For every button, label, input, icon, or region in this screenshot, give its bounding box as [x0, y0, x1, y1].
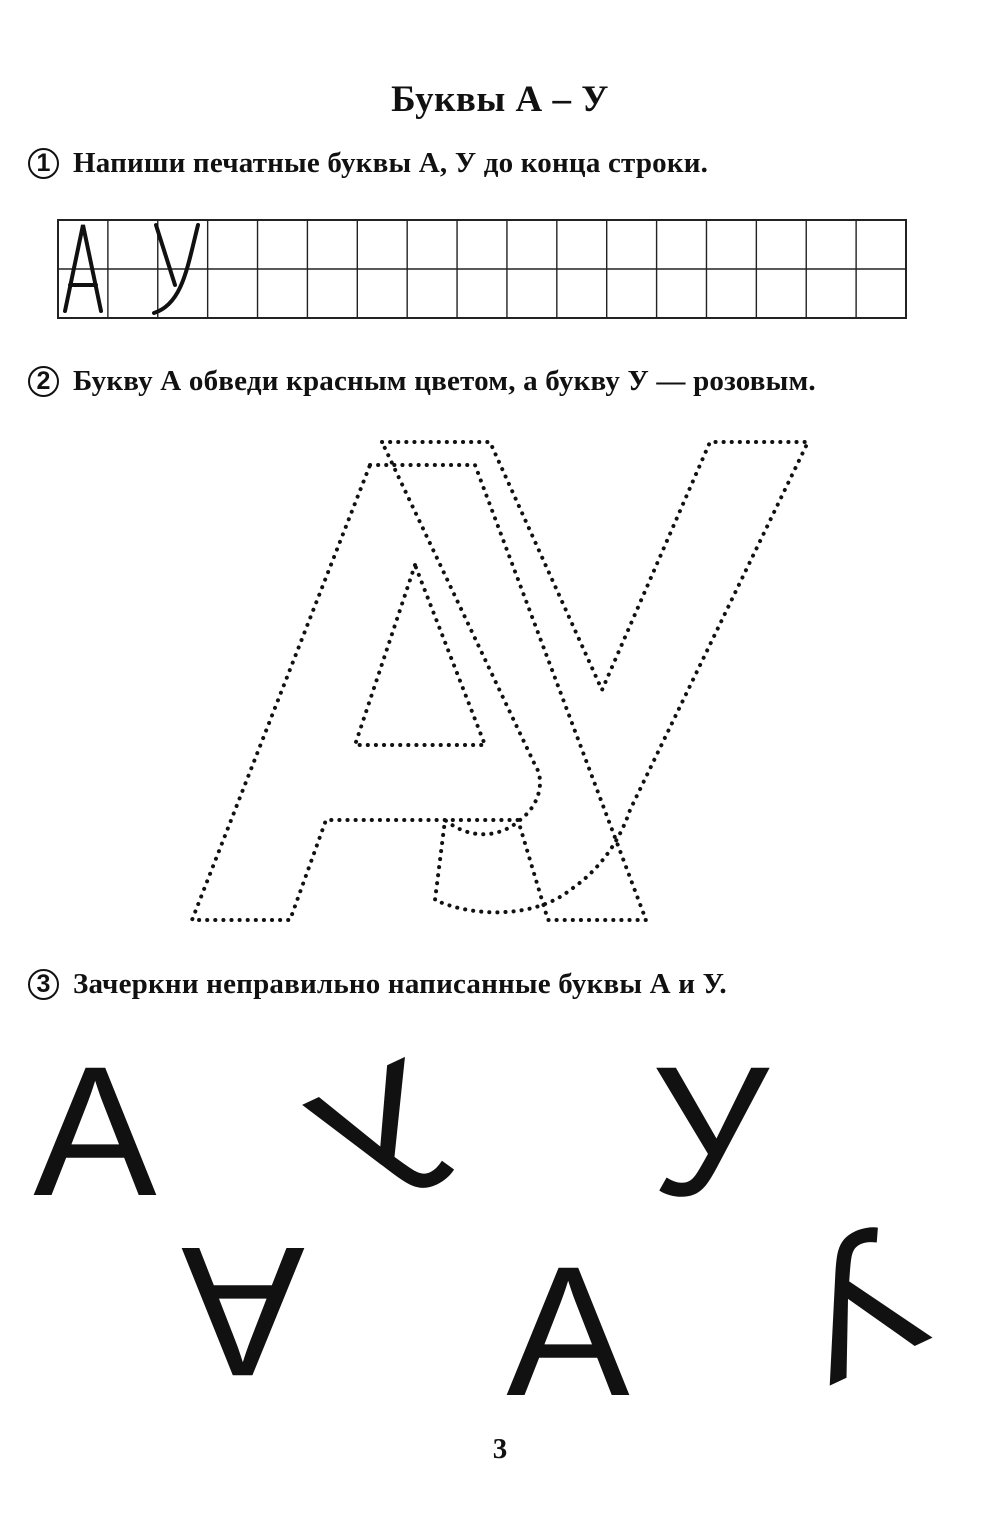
tracing-area[interactable] — [150, 420, 850, 945]
writing-grid[interactable] — [57, 219, 909, 326]
writing-grid-svg — [57, 219, 909, 321]
task-1 — [28, 147, 708, 180]
tracing-svg — [150, 420, 850, 940]
choice-letter-1[interactable]: А — [33, 1030, 157, 1235]
task-2 — [28, 365, 816, 398]
dotted-letter-u — [382, 442, 808, 912]
sample-letter-a — [65, 225, 101, 311]
choice-letter-3[interactable]: У — [651, 1030, 769, 1235]
task-number-3: 3 — [28, 969, 59, 1000]
task-text-1: Напиши печатные буквы А, У до конца строки. — [73, 147, 709, 179]
choice-letter-4[interactable]: А — [181, 1208, 305, 1410]
task-text-3: Зачеркни неправильно написанные буквы А и У. — [73, 968, 727, 1000]
task-3 — [28, 968, 727, 1001]
task-number-2: 2 — [28, 366, 59, 397]
task-number-1: 1 — [28, 148, 59, 179]
choice-letter-2[interactable]: У — [286, 1030, 481, 1257]
choice-letter-6[interactable]: У — [759, 1183, 954, 1410]
letter-choices — [0, 1030, 1000, 1415]
dotted-letter-a — [192, 465, 646, 920]
letter-choices-svg — [0, 1030, 1000, 1410]
choice-letter-5[interactable]: А — [506, 1229, 630, 1410]
task-text-2: Букву А обведи красным цветом, а букву У — розовым. — [73, 365, 816, 397]
page-title: Буквы А – У — [391, 79, 609, 120]
page-number: 3 — [492, 1433, 508, 1465]
